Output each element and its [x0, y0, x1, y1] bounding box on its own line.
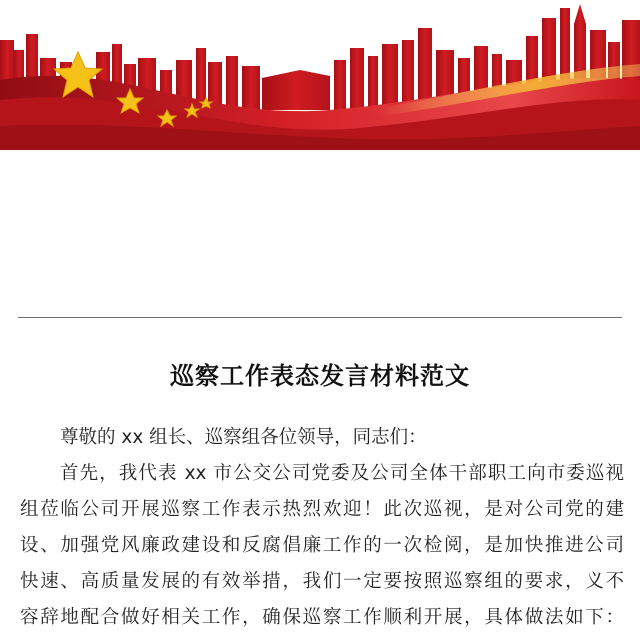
- paragraph-line: 首先，我代表 xx 市公交公司党委及公司全体干部职工向市委巡视: [60, 463, 624, 484]
- paragraph-line: 快速、高质量发展的有效举措，我们一定要按照巡察组的要求，义不: [20, 571, 624, 592]
- paragraph-line: 容辞地配合做好相关工作，确保巡察工作顺利开展，具体做法如下：: [20, 607, 624, 628]
- salutation-line: 尊敬的 xx 组长、巡察组各位领导，同志们：: [60, 427, 427, 448]
- paragraph-line: 设、加强党风廉政建设和反腐倡廉工作的一次检阅，是加快推进公司: [20, 535, 624, 556]
- divider-line: [18, 317, 622, 318]
- paragraph-line: 组莅临公司开展巡察工作表示热烈欢迎！此次巡视，是对公司党的建: [20, 499, 624, 520]
- header-banner: [0, 0, 640, 150]
- document-title: 巡察工作表态发言材料范文: [170, 362, 470, 390]
- document-body: [20, 420, 624, 636]
